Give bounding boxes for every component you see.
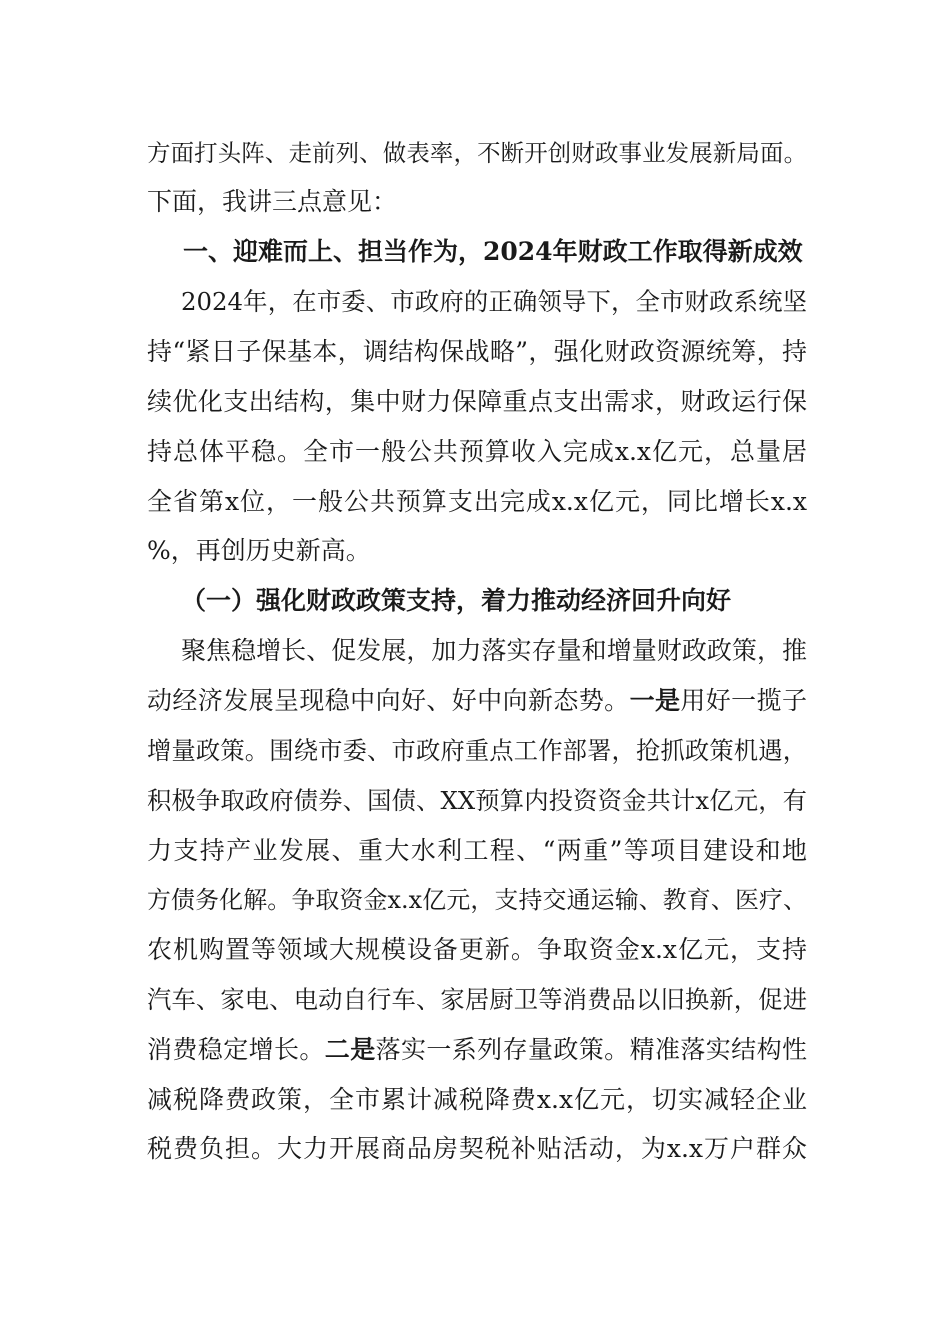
paragraph-line: 汽车、家电、电动自行车、家居厨卫等消费品以旧换新，促进 (147, 985, 807, 1014)
paragraph-line: %，再创历史新高。 (147, 536, 371, 565)
emphasis-text: 一是 (629, 686, 681, 715)
paragraph-line: 增量政策。围绕市委、市政府重点工作部署，抢抓政策机遇， (147, 736, 807, 765)
paragraph-line: 下面，我讲三点意见： (147, 187, 398, 216)
subsection-heading: （一）强化财政政策支持，着力推动经济回升向好 (181, 586, 732, 615)
paragraph-line: 动经济发展呈现稳中向好、好中向新态势。一是用好一揽子 (147, 686, 807, 715)
paragraph-line: 消费稳定增长。二是落实一系列存量政策。精准落实结构性 (147, 1035, 807, 1064)
paragraph-line: 方债务化解。争取资金x.x亿元，支持交通运输、教育、医疗、 (147, 886, 807, 914)
paragraph-line: 力支持产业发展、重大水利工程、“两重”等项目建设和地 (147, 836, 807, 865)
paragraph-line: 减税降费政策，全市累计减税降费x.x亿元，切实减轻企业 (147, 1085, 807, 1114)
paragraph-line: 续优化支出结构，集中财力保障重点支出需求，财政运行保 (147, 387, 807, 416)
paragraph-line: 方面打头阵、走前列、做表率，不断开创财政事业发展新局面。 (147, 139, 807, 167)
paragraph-line: 全省第x位，一般公共预算支出完成x.x亿元，同比增长x.x (147, 487, 807, 516)
paragraph-line: 积极争取政府债券、国债、XX预算内投资资金共计x亿元，有 (147, 786, 807, 815)
paragraph-line: 聚焦稳增长、促发展，加力落实存量和增量财政政策，推 (181, 636, 807, 665)
section-heading: 一、迎难而上、担当作为，2024年财政工作取得新成效 (183, 237, 803, 266)
paragraph-line: 农机购置等领域大规模设备更新。争取资金x.x亿元，支持 (147, 935, 807, 964)
emphasis-text: 二是 (324, 1035, 376, 1064)
paragraph-line: 税费负担。大力开展商品房契税补贴活动，为x.x万户群众 (147, 1134, 807, 1163)
paragraph-line: 持“紧日子保基本，调结构保战略”，强化财政资源统筹，持 (147, 337, 807, 366)
paragraph-line: 持总体平稳。全市一般公共预算收入完成x.x亿元，总量居 (147, 437, 807, 466)
paragraph-line: 2024年，在市委、市政府的正确领导下，全市财政系统坚 (181, 287, 807, 316)
